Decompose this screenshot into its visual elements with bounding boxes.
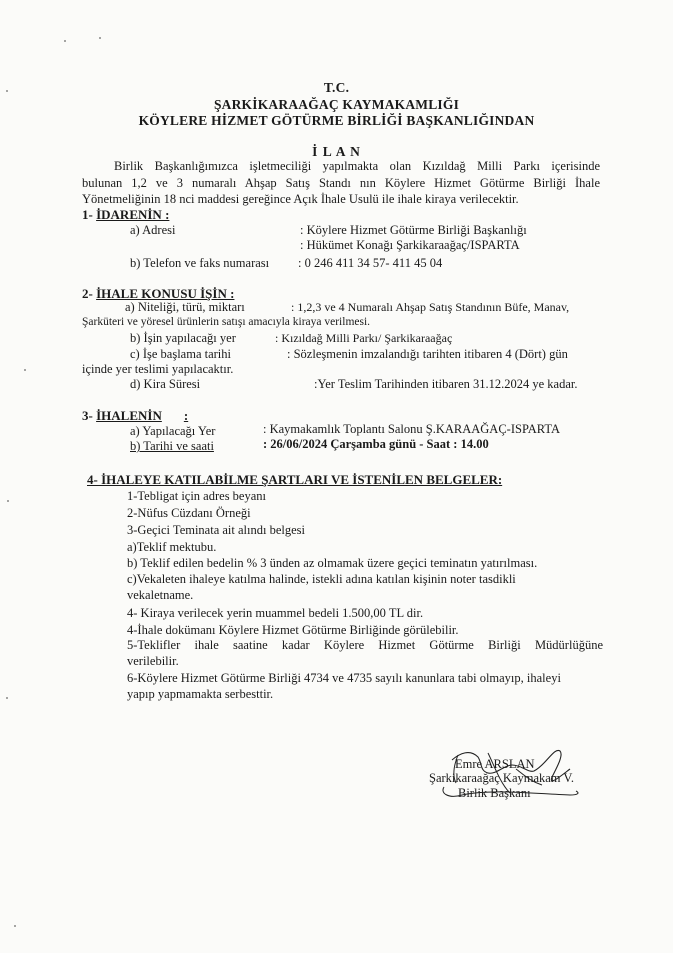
scan-speck (14, 925, 16, 927)
section-2-number: 2- (82, 286, 97, 301)
belge-item-6-cont: yapıp yapmamakta serbesttir. (127, 687, 274, 701)
adres-value-1: : Köylere Hizmet Götürme Birliği Başkanlığı (300, 223, 527, 237)
belge-item-c: c)Vekaleten ihaleye katılma halinde, istekli adına katılan kişinin noter tasdikli (127, 572, 516, 586)
belge-item-5: 5-Teklifler ihale saatine kadar Köylere Hizmet Götürme Birliği Müdürlüğüne (127, 638, 603, 652)
yapilacagi-yer-label: a) Yapılacağı Yer (130, 424, 216, 438)
scan-speck (99, 37, 101, 39)
intro-line-3: Yönetmeliğinin 18 nci maddesi gereğince Açık İhale Usulü ile ihale kiraya verilecektir. (82, 192, 519, 206)
signatory-name: Emre ARSLAN (455, 757, 535, 771)
scan-speck (7, 500, 9, 502)
adres-value-2: : Hükümet Konağı Şarkikaraağaç/ISPARTA (300, 238, 520, 252)
is-yeri-label: b) İşin yapılacağı yer (130, 331, 236, 345)
section-3-number: 3- (82, 408, 97, 423)
belge-item-c-cont: vekaletname. (127, 588, 194, 602)
signatory-title: Şarkikaraağaç Kaymakam V. (429, 771, 574, 785)
handwritten-signature (430, 735, 600, 805)
ise-baslama-continuation: içinde yer teslimi yapılacaktır. (82, 362, 234, 376)
section-2-title: İHALE KONUSU İŞİN : (96, 286, 235, 301)
telefon-label: b) Telefon ve faks numarası (130, 256, 270, 270)
yapilacagi-yer-value: : Kaymakamlık Toplantı Salonu Ş.KARAAĞAÇ-ISPARTA (263, 422, 561, 436)
ilan-title: İ L A N (312, 144, 361, 159)
section-3-colon: : (183, 408, 189, 423)
intro-line-1: Birlik Başkanlığımızca işletmeciliği yapılmakta olan Kızıldağ Milli Parkı içerisinde (114, 159, 600, 173)
belge-item-4a: 4- Kiraya verilecek yerin muammel bedeli 1.500,00 TL dir. (127, 606, 424, 620)
belge-item-2: 2-Nüfus Cüzdanı Örneği (127, 506, 251, 520)
ise-baslama-label: c) İşe başlama tarihi (130, 347, 231, 361)
tarih-saat-value: : 26/06/2024 Çarşamba günü - Saat : 14.00 (263, 437, 489, 451)
nitelik-label: a) Niteliği, türü, miktarı (125, 300, 245, 314)
signatory-role: Birlik Başkanı (458, 786, 531, 800)
section-1-heading (82, 207, 169, 223)
header-kaymakamlik: ŞARKİKARAAĞAÇ KAYMAKAMLIĞI (213, 97, 460, 112)
belge-item-6: 6-Köylere Hizmet Götürme Birliği 4734 ve 4735 sayılı kanunlara tabi olmayıp, ihaleyi (127, 671, 561, 685)
belge-item-4b: 4-İhale dokümanı Köylere Hizmet Götürme Birliğinde görülebilir. (127, 623, 459, 637)
scan-speck (6, 697, 8, 699)
intro-line-2: bulunan 1,2 ve 3 numaralı Ahşap Satış Standı nın Köylere Hizmet Götürme Birliği İhale (82, 176, 600, 190)
header-tc: T.C. (323, 80, 350, 95)
section-4-heading: 4- İHALEYE KATILABİLME ŞARTLARI VE İSTENİLEN BELGELER: (87, 472, 503, 487)
tarih-saat-label: b) Tarihi ve saati (130, 439, 214, 453)
kira-suresi-value: :Yer Teslim Tarihinden itibaren 31.12.2024 ye kadar. (314, 377, 578, 391)
belge-item-5-cont: verilebilir. (127, 654, 179, 668)
is-yeri-value: : Kızıldağ Milli Parkı/ Şarkikaraağaç (275, 331, 453, 345)
belge-item-b: b) Teklif edilen bedelin % 3 ünden az olmamak üzere geçici teminatın yatırılması. (127, 556, 538, 570)
belge-item-3: 3-Geçici Teminata ait alındı belgesi (127, 523, 305, 537)
section-3-heading (82, 408, 188, 424)
nitelik-continuation: Şarküteri ve yöresel ürünlerin satışı amacıyla kiraya verilmesi. (82, 316, 371, 328)
section-1-number: 1- (82, 207, 97, 222)
scan-speck (24, 369, 26, 371)
belge-item-a: a)Teklif mektubu. (127, 540, 217, 554)
section-1-title: İDARENİN : (96, 207, 170, 222)
ise-baslama-value: : Sözleşmenin imzalandığı tarihten itibaren 4 (Dört) gün (287, 347, 568, 361)
belge-item-1: 1-Tebligat için adres beyanı (127, 489, 267, 503)
kira-suresi-label: d) Kira Süresi (130, 377, 201, 391)
telefon-value: : 0 246 411 34 57- 411 45 04 (298, 256, 443, 270)
nitelik-value: : 1,2,3 ve 4 Numaralı Ahşap Satış Standının Büfe, Manav, (291, 300, 570, 314)
header-birlik: KÖYLERE HİZMET GÖTÜRME BİRLİĞİ BAŞKANLIĞINDAN (138, 113, 535, 128)
adres-label: a) Adresi (130, 223, 176, 237)
scan-speck (64, 40, 66, 42)
section-3-title: İHALENİN (96, 408, 162, 423)
signature-scribble-icon (430, 735, 600, 805)
